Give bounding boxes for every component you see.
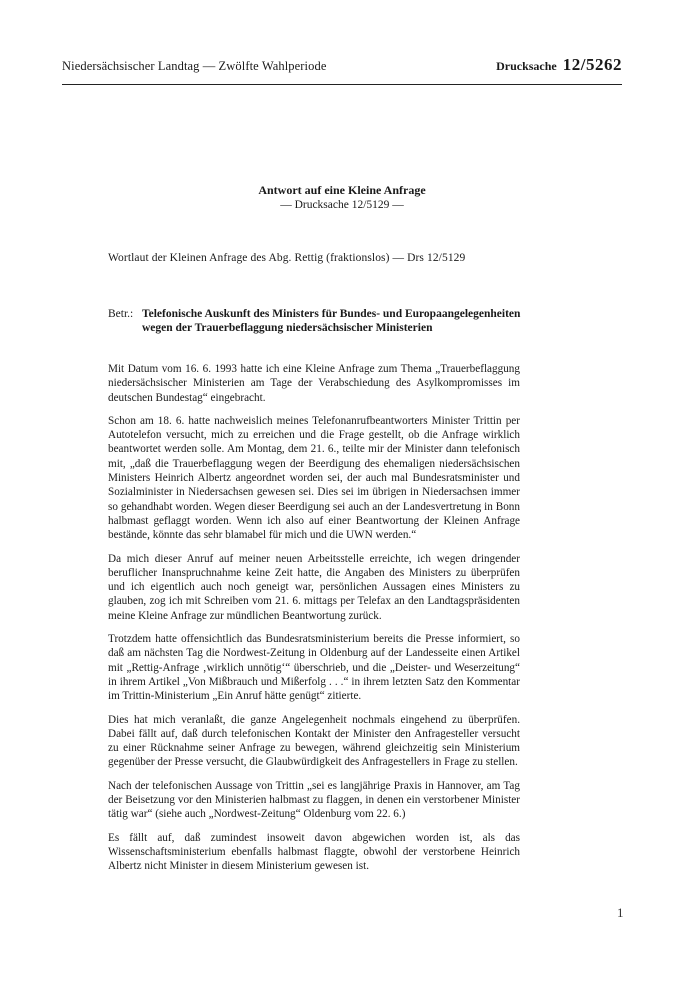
paragraph: Dies hat mich veranlaßt, die ganze Angelegenheit nochmals eingehend zu überprüfen. Dabei fällt auf, daß durch telefonischen Kontakt der Minister den Anfragesteller versucht zu einer Rücknahme seiner Anfrage zu bewegen, während gleichzeitig sein Ministerium gegenüber der Presse versucht, die Glaubwürdigkeit des Anfragestellers in Frage zu stellen. xyxy=(108,713,520,769)
header-rule xyxy=(62,84,622,85)
betr-subject: Telefonische Auskunft des Ministers für Bundes- und Europaangelegenheiten wegen der Trauerbeflaggung niedersächsischer Ministerien xyxy=(142,308,521,334)
druck-number: 12/5262 xyxy=(562,55,622,74)
paragraph: Es fällt auf, daß zumindest insoweit davon abgewichen worden ist, als das Wissenschaftsministerium ebenfalls halbmast flaggte, obwohl der verstorbene Heinrich Albertz nicht Minister in diesem Ministerium gewesen ist. xyxy=(108,831,520,873)
header-druck xyxy=(496,55,622,75)
header-parliament-label: Niedersächsischer Landtag — Zwölfte Wahlperiode xyxy=(62,59,327,73)
paragraph: Da mich dieser Anruf auf meiner neuen Arbeitsstelle erreichte, ich wegen dringender beruflicher Inanspruchnahme keine Zeit hatte, die Angaben des Ministers zu überprüfen und ich eigentlich auch noch geneigt war, persönlichen Aussagen eines Ministers zu glauben, zog ich mit Schreiben vom 21. 6. mittags per Telefax an den Landtagspräsidenten meine Kleine Anfrage zur mündlichen Beantwortung zurück. xyxy=(108,552,520,622)
title-block xyxy=(62,183,622,213)
document-subtitle: — Drucksache 12/5129 — xyxy=(280,199,404,211)
paragraph: Mit Datum vom 16. 6. 1993 hatte ich eine Kleine Anfrage zum Thema „Trauerbeflaggung niedersächsischer Ministerien am Tage der Verabschiedung des Asylkompromisses im deutschen Bundestag“ eingebracht. xyxy=(108,363,520,404)
betr-block xyxy=(108,307,538,335)
druck-label: Drucksache xyxy=(496,59,557,73)
page-header xyxy=(62,55,622,75)
margin-mark: 1 xyxy=(617,905,624,920)
paragraph: Schon am 18. 6. hatte nachweislich meines Telefonanrufbeantworters Minister Trittin per Autotelefon versucht, mich zu erreichen und die Frage gestellt, ob die Anfrage wirklich beantwortet werden solle. Am Montag, dem 21. 6., teilte mir der Minister dann telefonisch mit, „daß die Trauerbeflaggung wegen der Beerdigung des ehemaligen niedersächsischen Ministers Heinrich Albertz angeordnet worden sei, der auch mal Bundesratsminister und Sozialminister in Niedersachsen gewesen sei. Dies sei im übrigen in Niedersachsen immer so gehandhabt worden. Wegen dieser Beerdigung sei auch an der Landesvertretung in Bonn halbmast geflaggt worden. Wenn ich also auf einer Beantwortung der Kleinen Anfrage bestände, könnte das sehr blamabel für mich und die UWN werden.“ xyxy=(108,414,520,542)
body-text xyxy=(108,362,520,883)
document-title: Antwort auf eine Kleine Anfrage xyxy=(258,183,426,197)
paragraph: Trotzdem hatte offensichtlich das Bundesratsministerium bereits die Presse informiert, so daß am nächsten Tag die Nordwest-Zeitung in Oldenburg auf der Landesseite einen Artikel mit „Rettig-Anfrage ‚wirklich unnötig‘“ überschrieb, und die „Deister- und Weserzeitung“ in ihrem Artikel „Von Mißbrauch und Mißerfolg . . .“ in ihrem letzten Satz den Kommentar im Trittin-Ministerium „Ein Anruf hätte genügt“ zitierte. xyxy=(108,633,520,703)
paragraph: Nach der telefonischen Aussage von Trittin „sei es langjährige Praxis in Hannover, am Tag der Beisetzung vor den Ministerien halbmast zu flaggen, in denen ein verstorbener Minister tätig war“ (siehe auch „Nordwest-Zeitung“ Oldenburg vom 22. 6.) xyxy=(108,779,520,821)
betr-label: Betr.: xyxy=(108,308,134,320)
wortlaut-line: Wortlaut der Kleinen Anfrage des Abg. Rettig (fraktionslos) — Drs 12/5129 xyxy=(108,252,466,264)
